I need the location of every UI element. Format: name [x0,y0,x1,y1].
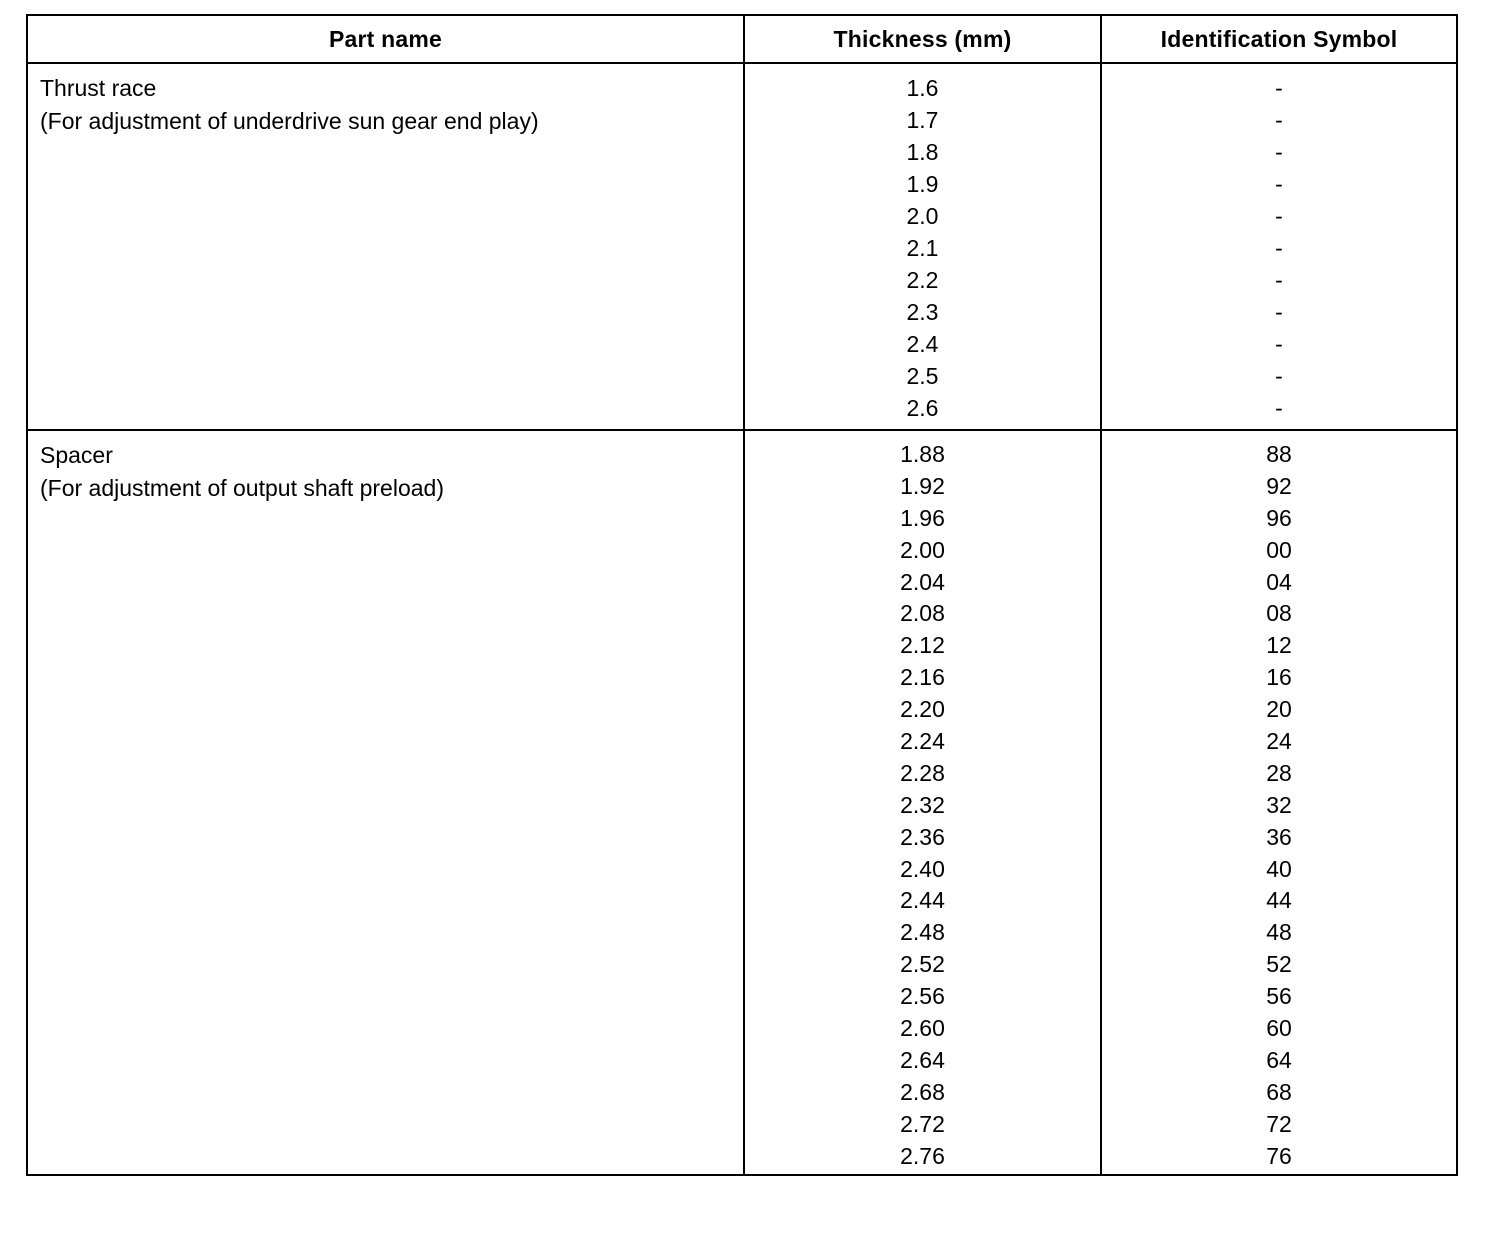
thickness-value: 2.40 [900,855,945,882]
identification-symbol-value: 64 [1266,1046,1292,1073]
thickness-value: 2.08 [900,600,945,627]
part-name-cell [40,72,539,138]
thickness-value: 2.04 [900,568,945,595]
identification-symbol-value: 60 [1266,1015,1292,1042]
thickness-value: 2.2 [906,267,939,293]
thickness-value: 2.44 [900,887,945,914]
identification-symbol-value: 32 [1266,791,1292,818]
identification-symbol-value: 92 [1266,472,1292,499]
identification-symbol-value: 40 [1266,855,1292,882]
header-divider [28,62,1456,64]
thickness-column [745,439,1100,1172]
identification-symbol-value: - [1275,139,1283,165]
identification-symbol-value: - [1275,171,1283,197]
thickness-value: 2.6 [906,395,939,421]
identification-symbol-value: 96 [1266,504,1292,531]
identification-symbol-value: 56 [1266,983,1292,1010]
identification-symbol-value: 12 [1266,632,1292,659]
thickness-value: 2.36 [900,823,945,850]
part-name: Thrust race [40,75,157,101]
thickness-value: 2.5 [906,363,939,389]
thickness-value: 2.16 [900,664,945,691]
thickness-value: 2.56 [900,983,945,1010]
identification-symbol-value: 68 [1266,1078,1292,1105]
identification-symbol-value: - [1275,299,1283,325]
parts-table [26,14,1458,1176]
identification-symbol-value: 04 [1266,568,1292,595]
thickness-value: 2.64 [900,1046,945,1073]
thickness-column [745,72,1100,424]
identification-symbol-value: 52 [1266,951,1292,978]
part-name-cell [40,439,444,505]
identification-symbol-value: - [1275,331,1283,357]
identification-symbol-value: 20 [1266,696,1292,723]
identification-symbol-value: 44 [1266,887,1292,914]
identification-symbol-value: - [1275,235,1283,261]
thickness-value: 1.8 [906,139,939,165]
thickness-value: 1.9 [906,171,939,197]
identification-symbol-value: - [1275,267,1283,293]
thickness-value: 2.72 [900,1110,945,1137]
identification-symbol-value: - [1275,203,1283,229]
thickness-value: 2.20 [900,696,945,723]
identification-column [1102,72,1456,424]
thickness-value: 2.00 [900,536,945,563]
thickness-value: 1.96 [900,504,945,531]
identification-symbol-value: 88 [1266,441,1292,467]
thickness-value: 2.3 [906,299,939,325]
thickness-value: 1.92 [900,472,945,499]
thickness-value: 1.88 [900,441,945,467]
identification-symbol-value: - [1275,363,1283,389]
header-part-name: Part name [328,25,442,52]
identification-symbol-value: 76 [1266,1142,1292,1169]
header-thickness: Thickness (mm) [833,25,1012,52]
thickness-value: 2.32 [900,791,945,818]
part-name: Spacer [40,442,113,468]
thickness-value: 2.1 [906,235,939,261]
thickness-value: 2.12 [900,632,945,659]
group-divider [28,429,1456,431]
thickness-value: 2.76 [900,1142,945,1169]
thickness-value: 1.6 [906,75,939,101]
identification-symbol-value: 36 [1266,823,1292,850]
identification-symbol-value: 08 [1266,600,1292,627]
thickness-value: 1.7 [906,107,939,133]
identification-column [1102,439,1456,1172]
header-identification-symbol: Identification Symbol [1160,25,1398,52]
thickness-value: 2.24 [900,728,945,755]
part-purpose: (For adjustment of output shaft preload) [40,475,444,501]
thickness-value: 2.52 [900,951,945,978]
identification-symbol-value: 28 [1266,759,1292,786]
identification-symbol-value: 48 [1266,919,1292,946]
identification-symbol-value: 16 [1266,664,1292,691]
thickness-value: 2.28 [900,759,945,786]
identification-symbol-value: 00 [1266,536,1292,563]
identification-symbol-value: 72 [1266,1110,1292,1137]
identification-symbol-value: - [1275,107,1283,133]
identification-symbol-value: - [1275,395,1283,421]
thickness-value: 2.68 [900,1078,945,1105]
thickness-value: 2.0 [906,203,939,229]
thickness-value: 2.48 [900,919,945,946]
identification-symbol-value: - [1275,75,1283,101]
thickness-value: 2.4 [906,331,939,357]
identification-symbol-value: 24 [1266,728,1292,755]
part-purpose: (For adjustment of underdrive sun gear end play) [40,108,539,134]
thickness-value: 2.60 [900,1015,945,1042]
